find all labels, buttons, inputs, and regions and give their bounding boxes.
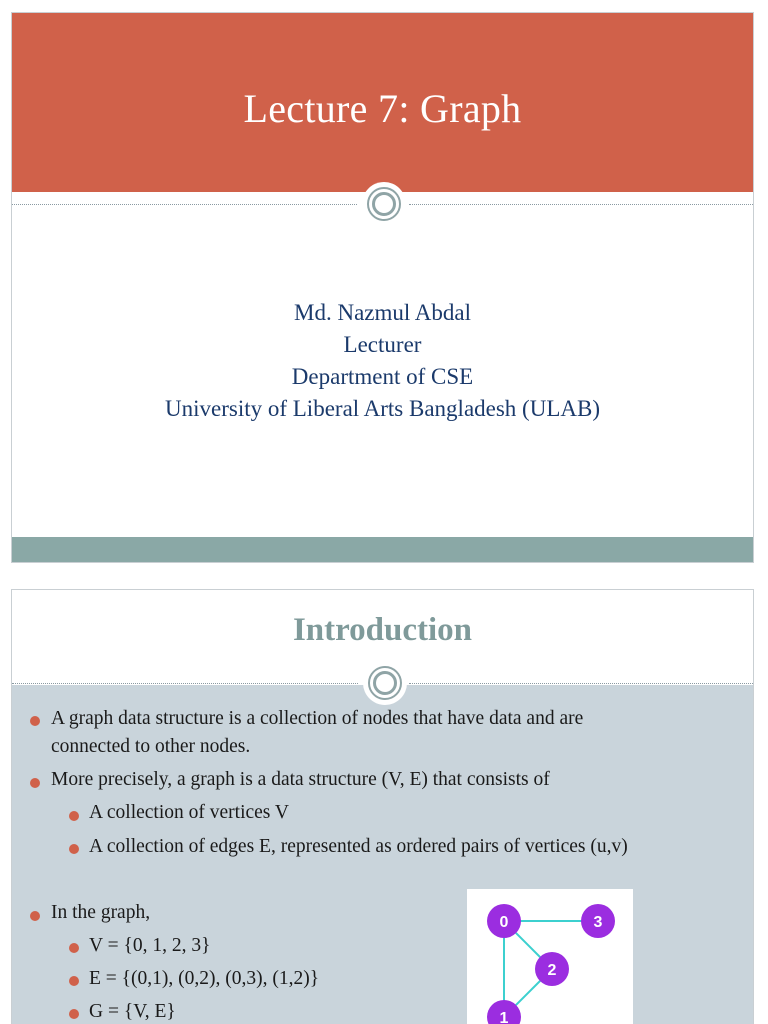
divider-left [12,683,358,684]
divider-left [12,204,357,205]
bullet-dot-icon [69,943,79,953]
divider-right [409,204,753,205]
ring-ornament-icon [362,182,406,226]
graph-node-1 [487,1000,521,1024]
list-item: V = {0, 1, 2, 3} [89,935,211,956]
bullet-dot-icon [30,911,40,921]
author-block [12,297,753,425]
introduction-slide [11,589,754,1024]
node-label: 0 [499,914,509,931]
ring-ornament-icon [363,661,407,705]
author-name: Md. Nazmul Abdal [294,300,471,325]
author-position: Lecturer [343,332,422,357]
lecture-title: Lecture 7: Graph [243,86,522,131]
bullet-dot-icon [69,976,79,986]
list-item-continuation: connected to other nodes. [51,736,251,757]
slide-body [12,685,753,1024]
graph-node-3 [581,904,615,938]
slide-title: Introduction [292,612,473,648]
graph-svg [467,889,633,1024]
bullet-dot-icon [30,778,40,788]
bullet-dot-icon [69,811,79,821]
title-slide [11,12,754,563]
graph-node-0 [487,904,521,938]
list-item: A graph data structure is a collection of nodes that have data and are [51,708,584,729]
graph-diagram [467,889,633,1024]
node-label: 3 [593,914,603,931]
list-item: In the graph, [51,902,151,923]
author-department: Department of CSE [291,364,474,389]
bullet-dot-icon [30,716,40,726]
list-item: A collection of vertices V [89,802,289,823]
bullet-dot-icon [69,1009,79,1019]
title-header-band [12,13,753,192]
title-footer-band [12,537,753,562]
list-item: G = {V, E} [89,1001,176,1022]
author-university: University of Liberal Arts Bangladesh (ULAB) [165,396,600,421]
bullet-dot-icon [69,844,79,854]
list-item: E = {(0,1), (0,2), (0,3), (1,2)} [89,968,320,989]
node-label: 2 [547,962,557,979]
divider-right [409,683,753,684]
graph-node-2 [535,952,569,986]
list-item: A collection of edges E, represented as ordered pairs of vertices (u,v) [89,836,628,857]
node-label: 1 [499,1010,509,1024]
list-item: More precisely, a graph is a data structure (V, E) that consists of [51,769,550,790]
